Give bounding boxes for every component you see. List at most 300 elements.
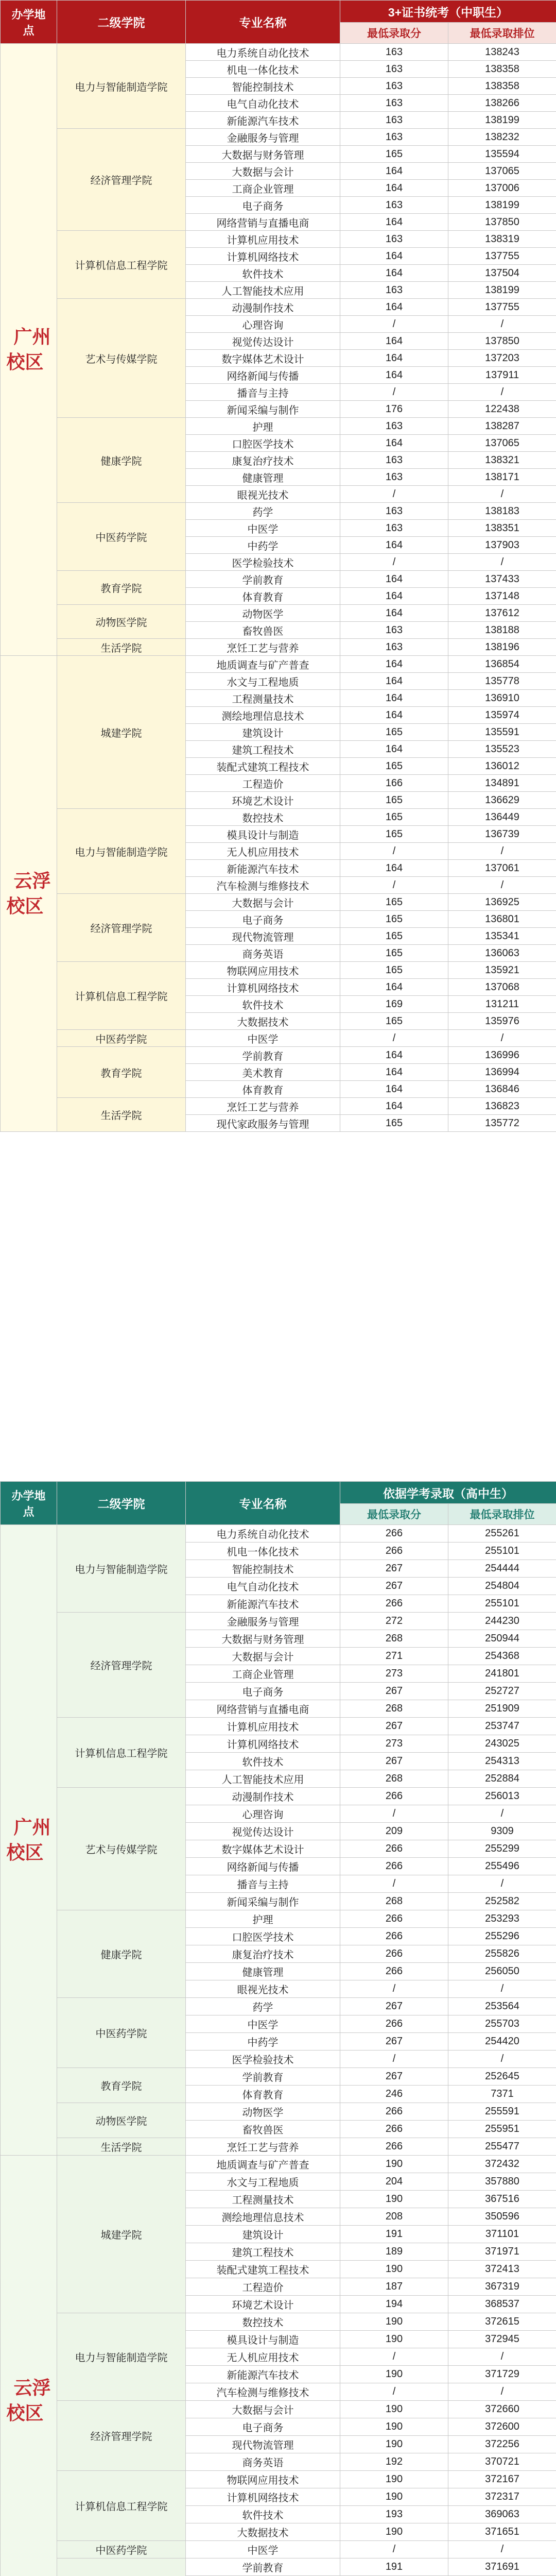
major-name: 眼视光技术 <box>186 486 340 503</box>
min-score: 189 <box>340 2243 448 2261</box>
min-rank: 138266 <box>448 95 556 112</box>
table-row <box>1 2401 556 2418</box>
college-header: 二级学院 <box>57 1482 186 1525</box>
college-name: 教育学院 <box>57 571 186 605</box>
min-rank: 255951 <box>448 2121 556 2138</box>
major-name: 网络营销与直播电商 <box>186 1700 340 1718</box>
min-score: 164 <box>340 265 448 282</box>
min-rank-header: 最低录取排位 <box>448 23 556 44</box>
major-name: 模具设计与制造 <box>186 826 340 843</box>
major-name: 大数据技术 <box>186 1013 340 1030</box>
min-score: 190 <box>340 2261 448 2278</box>
min-score: / <box>340 1875 448 1893</box>
major-name: 机电一体化技术 <box>186 1543 340 1560</box>
min-score: 163 <box>340 622 448 639</box>
college-name: 计算机信息工程学院 <box>57 962 186 1030</box>
min-rank: 243025 <box>448 1735 556 1753</box>
major-name: 物联网应用技术 <box>186 962 340 979</box>
min-rank: 254313 <box>448 1753 556 1770</box>
major-name: 软件技术 <box>186 265 340 282</box>
major-name: 无人机应用技术 <box>186 2348 340 2366</box>
min-score: 164 <box>340 588 448 605</box>
major-name: 无人机应用技术 <box>186 843 340 860</box>
major-name: 动物医学 <box>186 605 340 622</box>
table-row <box>1 1030 556 1047</box>
campus-name: 云浮校区 <box>6 2377 51 2424</box>
college-name: 生活学院 <box>57 1098 186 1132</box>
college-header: 二级学院 <box>57 1 186 44</box>
campus-name: 广州校区 <box>6 326 51 372</box>
table-row <box>1 2558 556 2576</box>
table-row <box>1 418 556 435</box>
min-rank: 255591 <box>448 2103 556 2121</box>
major-name: 大数据技术 <box>186 2523 340 2541</box>
campus-name: 云浮校区 <box>6 870 51 917</box>
major-name: 视觉传达设计 <box>186 1823 340 1840</box>
min-score: 190 <box>340 2331 448 2348</box>
college-name: 教育学院 <box>57 2068 186 2103</box>
major-name: 康复治疗技术 <box>186 452 340 469</box>
min-score: 190 <box>340 2366 448 2383</box>
min-rank: 255101 <box>448 1595 556 1613</box>
major-name: 商务英语 <box>186 945 340 962</box>
min-score: 190 <box>340 2191 448 2208</box>
major-name: 环境艺术设计 <box>186 2296 340 2313</box>
min-rank: 137755 <box>448 299 556 316</box>
min-score: 164 <box>340 673 448 690</box>
min-score: / <box>340 2050 448 2068</box>
min-score: 266 <box>340 1840 448 1858</box>
min-score: / <box>340 2541 448 2558</box>
min-rank: 252884 <box>448 1770 556 1788</box>
min-score: 163 <box>340 78 448 95</box>
min-rank: 256050 <box>448 1963 556 1980</box>
min-score: 267 <box>340 1683 448 1700</box>
major-name: 中医学 <box>186 2541 340 2558</box>
table-row <box>1 1098 556 1115</box>
min-score: 165 <box>340 894 448 911</box>
min-rank: 136629 <box>448 792 556 809</box>
table-row <box>1 2313 556 2331</box>
min-score: / <box>340 2383 448 2401</box>
major-name: 中医学 <box>186 2015 340 2033</box>
major-name: 心理咨询 <box>186 316 340 333</box>
min-score: / <box>340 2348 448 2366</box>
major-name: 护理 <box>186 418 340 435</box>
min-rank: 253293 <box>448 1910 556 1928</box>
major-name: 人工智能技术应用 <box>186 282 340 299</box>
college-name: 健康学院 <box>57 1910 186 1998</box>
major-name: 装配式建筑工程技术 <box>186 758 340 775</box>
major-name: 电力系统自动化技术 <box>186 1525 340 1543</box>
min-rank: 367516 <box>448 2191 556 2208</box>
min-rank: / <box>448 554 556 571</box>
table-row <box>1 503 556 520</box>
major-name: 中药学 <box>186 537 340 554</box>
major-name: 大数据与会计 <box>186 2401 340 2418</box>
major-name: 金融服务与管理 <box>186 1613 340 1630</box>
min-rank: 372167 <box>448 2471 556 2488</box>
college-name: 经济管理学院 <box>57 129 186 231</box>
table-row <box>1 2068 556 2086</box>
major-name: 学前教育 <box>186 2558 340 2576</box>
min-score-header: 最低录取分 <box>340 1504 448 1525</box>
min-rank: 255826 <box>448 1945 556 1963</box>
min-score: 164 <box>340 1047 448 1064</box>
highschool-score-table <box>0 1481 556 2576</box>
min-rank: 371971 <box>448 2243 556 2261</box>
min-rank: 371101 <box>448 2226 556 2243</box>
min-rank: 138358 <box>448 61 556 78</box>
min-rank: 372660 <box>448 2401 556 2418</box>
min-rank: 135594 <box>448 146 556 163</box>
college-name: 生活学院 <box>57 2138 186 2156</box>
major-name: 播音与主持 <box>186 384 340 401</box>
table-row <box>1 1788 556 1805</box>
major-name: 新闻采编与制作 <box>186 401 340 418</box>
college-name: 中医药学院 <box>57 1030 186 1047</box>
min-score: 164 <box>340 299 448 316</box>
min-score: 266 <box>340 1543 448 1560</box>
major-name: 智能控制技术 <box>186 1560 340 1578</box>
min-rank: 135341 <box>448 928 556 945</box>
major-name: 电气自动化技术 <box>186 1578 340 1595</box>
min-rank: 252645 <box>448 2068 556 2086</box>
table-row <box>1 809 556 826</box>
college-name: 城建学院 <box>57 656 186 809</box>
min-rank: 372432 <box>448 2156 556 2173</box>
min-rank: 250944 <box>448 1630 556 1648</box>
min-rank: 137006 <box>448 180 556 197</box>
min-rank: 372615 <box>448 2313 556 2331</box>
major-name: 测绘地理信息技术 <box>186 707 340 724</box>
min-score: 164 <box>340 690 448 707</box>
major-name: 汽车检测与维修技术 <box>186 877 340 894</box>
major-name: 计算机网络技术 <box>186 248 340 265</box>
college-name: 动物医学院 <box>57 2103 186 2138</box>
major-name: 学前教育 <box>186 2068 340 2086</box>
college-name: 教育学院 <box>57 1047 186 1098</box>
min-score: 267 <box>340 2068 448 2086</box>
major-name: 电子商务 <box>186 1683 340 1700</box>
min-score: 266 <box>340 2121 448 2138</box>
major-name: 工程造价 <box>186 2278 340 2296</box>
major-name: 地质调查与矿产普查 <box>186 656 340 673</box>
min-rank: 135772 <box>448 1115 556 1132</box>
min-score: 267 <box>340 1578 448 1595</box>
min-rank: 254804 <box>448 1578 556 1595</box>
min-score: / <box>340 843 448 860</box>
college-name: 计算机信息工程学院 <box>57 231 186 299</box>
min-rank: 372600 <box>448 2418 556 2436</box>
min-score: / <box>340 1030 448 1047</box>
table-row <box>1 894 556 911</box>
min-score: 163 <box>340 520 448 537</box>
min-rank: 137065 <box>448 435 556 452</box>
major-name: 体育教育 <box>186 2086 340 2103</box>
min-rank: 357880 <box>448 2173 556 2191</box>
min-score: 163 <box>340 231 448 248</box>
major-name: 工商企业管理 <box>186 180 340 197</box>
min-rank: / <box>448 1030 556 1047</box>
min-rank: 135591 <box>448 724 556 741</box>
min-rank: 136996 <box>448 1047 556 1064</box>
major-name: 软件技术 <box>186 996 340 1013</box>
major-name: 软件技术 <box>186 2506 340 2523</box>
min-rank: 137504 <box>448 265 556 282</box>
table-row <box>1 656 556 673</box>
major-name: 电气自动化技术 <box>186 95 340 112</box>
major-name: 口腔医学技术 <box>186 1928 340 1945</box>
major-name: 水文与工程地质 <box>186 2173 340 2191</box>
table-row <box>1 2156 556 2173</box>
college-name: 健康学院 <box>57 418 186 503</box>
major-name: 建筑设计 <box>186 2226 340 2243</box>
major-name: 动物医学 <box>186 2103 340 2121</box>
min-score: 163 <box>340 639 448 656</box>
table-row <box>1 2471 556 2488</box>
min-rank: 372413 <box>448 2261 556 2278</box>
min-rank: 137203 <box>448 350 556 367</box>
major-name: 烹饪工艺与营养 <box>186 639 340 656</box>
min-score: 267 <box>340 1753 448 1770</box>
min-score: 165 <box>340 758 448 775</box>
major-name: 数字媒体艺术设计 <box>186 350 340 367</box>
header-row-1 <box>1 1482 556 1504</box>
table-row <box>1 639 556 656</box>
min-rank: 138183 <box>448 503 556 520</box>
major-name: 数控技术 <box>186 809 340 826</box>
major-name: 中医学 <box>186 1030 340 1047</box>
min-score: 246 <box>340 2086 448 2103</box>
min-rank: 137903 <box>448 537 556 554</box>
college-name: 电力与智能制造学院 <box>57 1525 186 1613</box>
min-rank: 136801 <box>448 911 556 928</box>
min-score: 165 <box>340 962 448 979</box>
min-score: 164 <box>340 435 448 452</box>
major-name: 眼视光技术 <box>186 1980 340 1998</box>
min-rank: 136823 <box>448 1098 556 1115</box>
min-rank: 256013 <box>448 1788 556 1805</box>
min-score: 273 <box>340 1735 448 1753</box>
min-score: 163 <box>340 112 448 129</box>
vocational-score-table <box>0 0 556 1132</box>
min-score: 164 <box>340 571 448 588</box>
min-score: 190 <box>340 2313 448 2331</box>
college-name: 电力与智能制造学院 <box>57 44 186 129</box>
major-name: 烹饪工艺与营养 <box>186 2138 340 2156</box>
major-name: 大数据与会计 <box>186 1648 340 1665</box>
min-rank: 138358 <box>448 78 556 95</box>
min-score: 191 <box>340 2558 448 2576</box>
min-score: 163 <box>340 418 448 435</box>
major-name: 药学 <box>186 1998 340 2015</box>
min-rank: 372317 <box>448 2488 556 2506</box>
min-rank: 137755 <box>448 248 556 265</box>
min-rank: 135976 <box>448 1013 556 1030</box>
major-name: 电力系统自动化技术 <box>186 44 340 61</box>
major-name: 计算机应用技术 <box>186 1718 340 1735</box>
min-score: 165 <box>340 945 448 962</box>
min-rank: 136063 <box>448 945 556 962</box>
major-name: 医学检验技术 <box>186 554 340 571</box>
min-rank: 138287 <box>448 418 556 435</box>
min-score: 163 <box>340 129 448 146</box>
min-rank: / <box>448 843 556 860</box>
min-rank: / <box>448 384 556 401</box>
min-score: 163 <box>340 95 448 112</box>
major-name: 建筑工程技术 <box>186 2243 340 2261</box>
college-name: 经济管理学院 <box>57 2401 186 2471</box>
min-score: 266 <box>340 1595 448 1613</box>
min-score: 191 <box>340 2226 448 2243</box>
major-name: 软件技术 <box>186 1753 340 1770</box>
min-rank: 136012 <box>448 758 556 775</box>
major-name: 大数据与财务管理 <box>186 146 340 163</box>
min-score: 190 <box>340 2471 448 2488</box>
major-name: 环境艺术设计 <box>186 792 340 809</box>
min-score: 163 <box>340 197 448 214</box>
college-name: 经济管理学院 <box>57 894 186 962</box>
min-score: 190 <box>340 2523 448 2541</box>
admission-table-highschool <box>0 1481 556 2576</box>
min-score: 268 <box>340 1893 448 1910</box>
major-name: 金融服务与管理 <box>186 129 340 146</box>
min-rank: 138351 <box>448 520 556 537</box>
min-rank: 253564 <box>448 1998 556 2015</box>
table-row <box>1 1047 556 1064</box>
college-name: 城建学院 <box>57 2156 186 2313</box>
min-score: 164 <box>340 367 448 384</box>
min-rank: 254420 <box>448 2033 556 2050</box>
min-rank: 136910 <box>448 690 556 707</box>
table-row <box>1 129 556 146</box>
major-name: 药学 <box>186 503 340 520</box>
table-row <box>1 571 556 588</box>
min-rank: 137061 <box>448 860 556 877</box>
major-name: 网络新闻与传播 <box>186 367 340 384</box>
min-score: 164 <box>340 741 448 758</box>
major-name: 新能源汽车技术 <box>186 112 340 129</box>
major-name: 工商企业管理 <box>186 1665 340 1683</box>
min-score: 267 <box>340 1998 448 2015</box>
min-score: 165 <box>340 146 448 163</box>
min-score: 165 <box>340 809 448 826</box>
major-name: 学前教育 <box>186 1047 340 1064</box>
min-score: 267 <box>340 1718 448 1735</box>
min-score: 164 <box>340 979 448 996</box>
major-name: 口腔医学技术 <box>186 435 340 452</box>
min-rank: 371729 <box>448 2366 556 2383</box>
table-row <box>1 605 556 622</box>
min-score: 163 <box>340 44 448 61</box>
min-rank: 136449 <box>448 809 556 826</box>
min-rank: 138199 <box>448 112 556 129</box>
admission-table-vocational <box>0 0 556 1132</box>
exam-group-header: 3+证书统考（中职生） <box>340 1 556 23</box>
min-score: 169 <box>340 996 448 1013</box>
min-score: 190 <box>340 2488 448 2506</box>
major-name: 大数据与会计 <box>186 894 340 911</box>
major-name: 计算机网络技术 <box>186 979 340 996</box>
min-rank: 252727 <box>448 1683 556 1700</box>
min-rank: 255496 <box>448 1858 556 1875</box>
major-name: 畜牧兽医 <box>186 2121 340 2138</box>
min-score: 190 <box>340 2418 448 2436</box>
min-rank: / <box>448 1980 556 1998</box>
min-rank: 137148 <box>448 588 556 605</box>
min-score: 266 <box>340 1928 448 1945</box>
college-name: 计算机信息工程学院 <box>57 1718 186 1788</box>
min-rank: 370721 <box>448 2453 556 2471</box>
campus-cell <box>1 1525 57 2156</box>
min-rank: 137612 <box>448 605 556 622</box>
min-score: 266 <box>340 2103 448 2121</box>
min-score: 163 <box>340 61 448 78</box>
min-rank: 137068 <box>448 979 556 996</box>
min-rank: 350596 <box>448 2208 556 2226</box>
min-rank: 136846 <box>448 1081 556 1098</box>
major-name: 体育教育 <box>186 588 340 605</box>
major-name: 装配式建筑工程技术 <box>186 2261 340 2278</box>
min-score: 266 <box>340 2015 448 2033</box>
min-score: 190 <box>340 2436 448 2453</box>
min-score: 164 <box>340 163 448 180</box>
min-rank: 137850 <box>448 333 556 350</box>
min-score: 164 <box>340 333 448 350</box>
min-score: 164 <box>340 860 448 877</box>
exam-group-header: 依据学考录取（高中生） <box>340 1482 556 1504</box>
min-score: 176 <box>340 401 448 418</box>
major-name: 美术教育 <box>186 1064 340 1081</box>
college-name: 经济管理学院 <box>57 1613 186 1718</box>
college-name: 电力与智能制造学院 <box>57 2313 186 2401</box>
min-score: 273 <box>340 1665 448 1683</box>
min-rank: 371651 <box>448 2523 556 2541</box>
major-name: 汽车检测与维修技术 <box>186 2383 340 2401</box>
min-rank: 138319 <box>448 231 556 248</box>
min-rank: 136739 <box>448 826 556 843</box>
major-name: 大数据与财务管理 <box>186 1630 340 1648</box>
min-rank: 137065 <box>448 163 556 180</box>
major-name: 心理咨询 <box>186 1805 340 1823</box>
table-row <box>1 1910 556 1928</box>
min-score: 164 <box>340 214 448 231</box>
min-score: / <box>340 877 448 894</box>
min-rank: 371691 <box>448 2558 556 2576</box>
min-rank: 368537 <box>448 2296 556 2313</box>
min-rank: 255703 <box>448 2015 556 2033</box>
min-rank: 255101 <box>448 1543 556 1560</box>
min-score: 164 <box>340 350 448 367</box>
min-score: 163 <box>340 503 448 520</box>
min-score: 266 <box>340 1788 448 1805</box>
min-score: 165 <box>340 792 448 809</box>
major-name: 地质调查与矿产普查 <box>186 2156 340 2173</box>
min-score: 190 <box>340 2401 448 2418</box>
major-name: 健康管理 <box>186 1963 340 1980</box>
min-rank: 369063 <box>448 2506 556 2523</box>
min-rank: 137911 <box>448 367 556 384</box>
min-score: 164 <box>340 248 448 265</box>
min-rank: / <box>448 2541 556 2558</box>
major-name: 电子商务 <box>186 197 340 214</box>
min-score: 166 <box>340 775 448 792</box>
min-rank: 254444 <box>448 1560 556 1578</box>
major-name: 新能源汽车技术 <box>186 1595 340 1613</box>
min-rank: 254368 <box>448 1648 556 1665</box>
min-score: 163 <box>340 452 448 469</box>
